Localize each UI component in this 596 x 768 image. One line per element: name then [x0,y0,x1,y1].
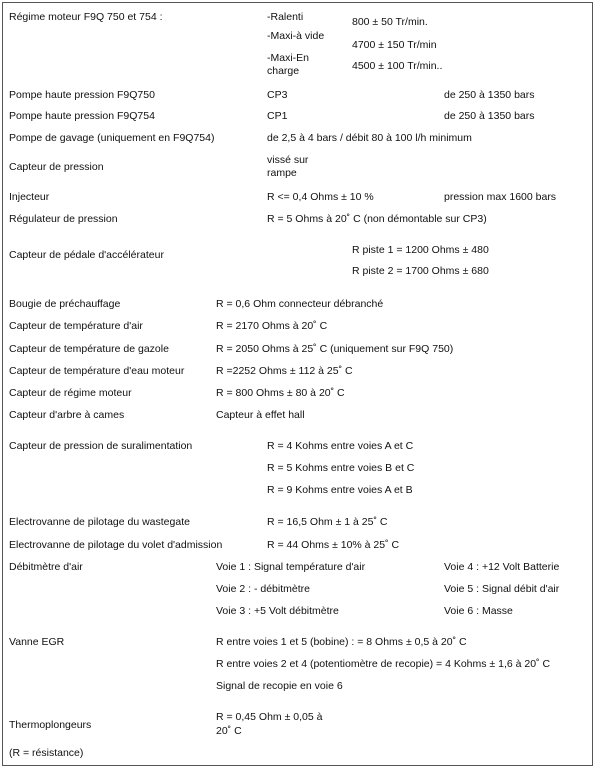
regime-value: R = 800 Ohms ± 80 à 20˚ C [216,387,345,399]
suralim-v2: R = 5 Kohms entre voies B et C [267,462,415,474]
arbre-value: Capteur à effet hall [216,409,305,421]
debitmetre-voie5: Voie 5 : Signal débit d'air [444,583,560,595]
maxi-charge-value: 4500 ± 100 Tr/min.. [352,60,443,72]
pompe-hp-754-type: CP1 [267,110,288,122]
volet-label: Electrovanne de pilotage du volet d'admission [9,539,223,551]
capteur-pression-value-2: rampe [267,167,297,179]
wastegate-value: R = 16,5 Ohm ± 1 à 25˚ C [267,516,388,528]
debitmetre-voie2: Voie 2 : - débitmètre [216,583,310,595]
pompe-hp-750-type: CP3 [267,89,288,101]
egr-label: Vanne EGR [9,636,65,648]
wastegate-label: Electrovanne de pilotage du wastegate [9,516,190,528]
ralenti-value: 800 ± 50 Tr/min. [352,16,428,28]
temp-air-label: Capteur de température d'air [9,320,143,332]
maxi-vide-label: -Maxi-à vide [267,30,325,42]
suralim-label: Capteur de pression de suralimentation [9,440,193,452]
regime-label: Capteur de régime moteur [9,387,132,399]
injecteur-label: Injecteur [9,191,50,203]
temp-eau-value: R =2252 Ohms ± 112 à 25˚ C [216,365,353,377]
regulateur-value: R = 5 Ohms à 20˚ C (non démontable sur CP3) [267,213,487,225]
debitmetre-label: Débitmètre d'air [9,561,83,573]
bougie-value: R = 0,6 Ohm connecteur débranché [216,298,384,310]
arbre-label: Capteur d'arbre à cames [9,409,125,421]
capteur-pression-label: Capteur de pression [9,161,104,173]
pompe-gavage-label: Pompe de gavage (uniquement en F9Q754) [9,132,215,144]
capteur-pression-value: vissé sur [267,154,309,166]
footnote: (R = résistance) [9,747,84,759]
pompe-hp-754-label: Pompe haute pression F9Q754 [9,110,155,122]
injecteur-value: R <= 0,4 Ohms ± 10 % [267,191,374,203]
debitmetre-voie4: Voie 4 : +12 Volt Batterie [444,561,560,573]
thermo-value: R = 0,45 Ohm ± 0,05 à [216,711,323,723]
suralim-v1: R = 4 Kohms entre voies A et C [267,440,414,452]
thermo-value-2: 20˚ C [216,725,242,737]
temp-eau-label: Capteur de température d'eau moteur [9,365,185,377]
pedale-piste1: R piste 1 = 1200 Ohms ± 480 [352,244,489,256]
pompe-hp-750-label: Pompe haute pression F9Q750 [9,89,155,101]
maxi-charge-label-2: charge [267,65,300,77]
temp-air-value: R = 2170 Ohms à 20˚ C [216,320,328,332]
thermo-label: Thermoplongeurs [9,719,92,731]
pedale-piste2: R piste 2 = 1700 Ohms ± 680 [352,265,489,277]
maxi-charge-label: -Maxi-En [267,52,310,64]
pompe-hp-750-range: de 250 à 1350 bars [444,89,535,101]
temp-gazole-label: Capteur de température de gazole [9,343,169,355]
pompe-hp-754-range: de 250 à 1350 bars [444,110,535,122]
egr-l3: Signal de recopie en voie 6 [216,680,343,692]
moteur-label: Régime moteur F9Q 750 et 754 : [9,11,163,23]
egr-l2: R entre voies 2 et 4 (potentiomètre de recopie) = 4 Kohms ± 1,6 à 20˚ C [216,658,551,670]
debitmetre-voie6: Voie 6 : Masse [444,605,513,617]
spec-table [2,2,593,766]
debitmetre-voie1: Voie 1 : Signal température d'air [216,561,366,573]
bougie-label: Bougie de préchauffage [9,298,121,310]
pedale-label: Capteur de pédale d'accélérateur [9,249,164,261]
temp-gazole-value: R = 2050 Ohms à 25˚ C (uniquement sur F9Q 750) [216,343,454,355]
injecteur-extra: pression max 1600 bars [444,191,557,203]
debitmetre-voie3: Voie 3 : +5 Volt débitmètre [216,605,339,617]
pompe-gavage-value: de 2,5 à 4 bars / débit 80 à 100 l/h minimum [267,132,472,144]
ralenti-label: -Ralenti [267,11,304,23]
regulateur-label: Régulateur de pression [9,213,118,225]
egr-l1: R entre voies 1 et 5 (bobine) : = 8 Ohms ± 0,5 à 20˚ C [216,636,467,648]
volet-value: R = 44 Ohms ± 10% à 25˚ C [267,539,400,551]
suralim-v3: R = 9 Kohms entre voies A et B [267,484,413,496]
maxi-vide-value: 4700 ± 150 Tr/min [352,39,437,51]
